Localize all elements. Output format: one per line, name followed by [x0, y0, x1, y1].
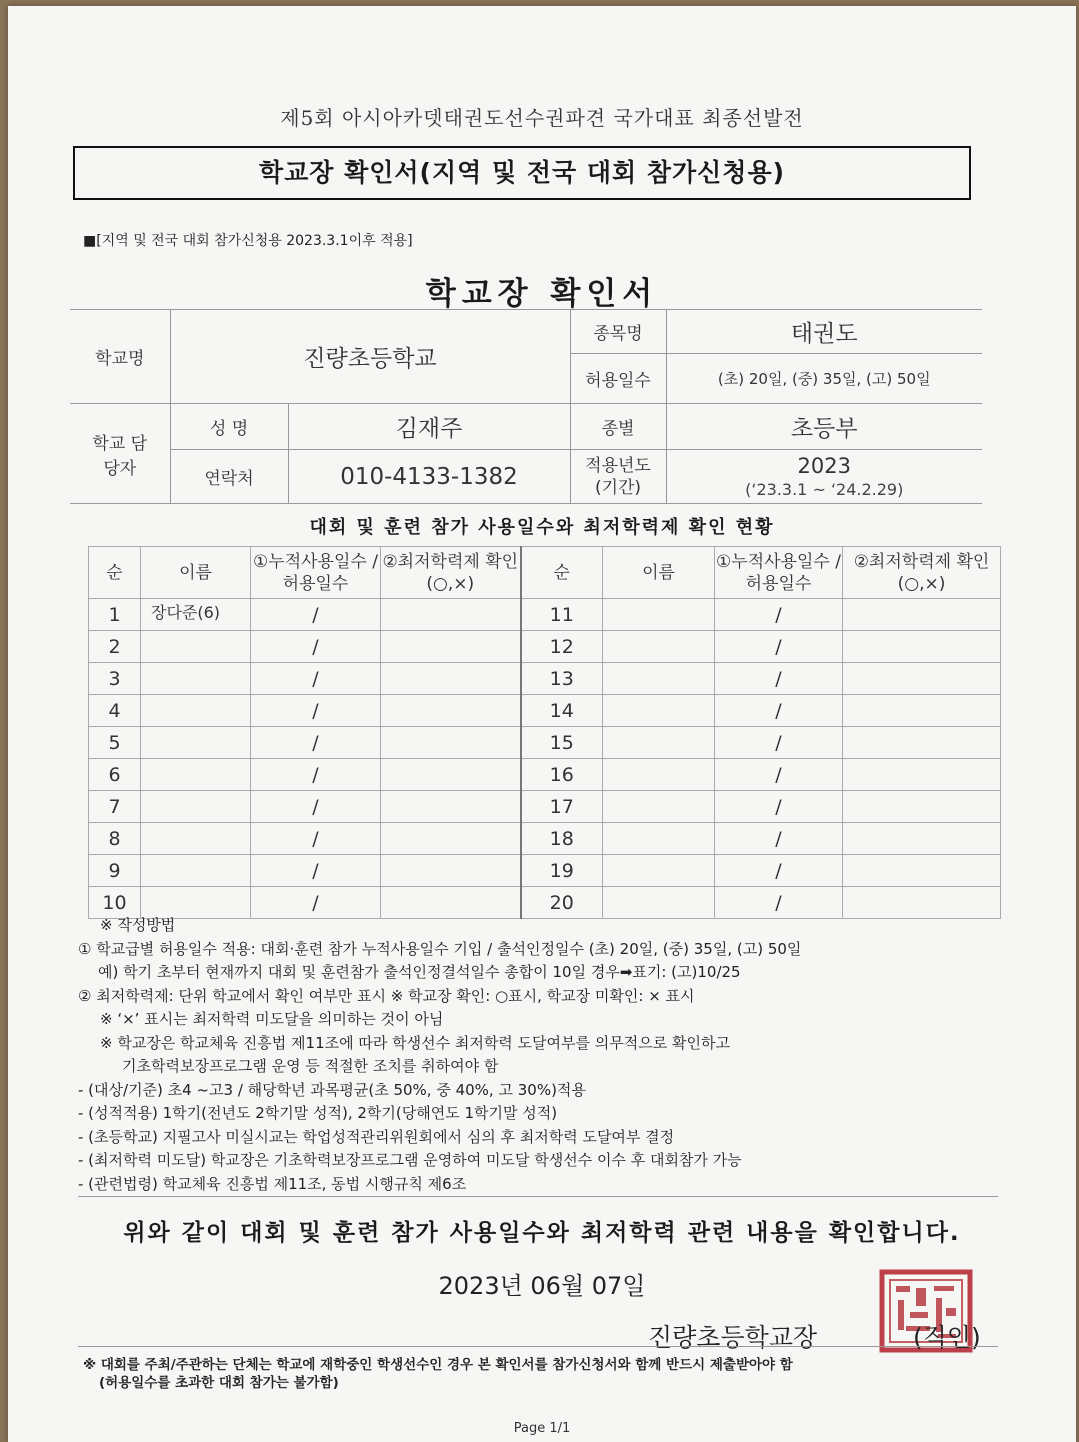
minimum-cell	[843, 599, 1001, 631]
student-name	[603, 695, 715, 727]
usage-title: 대회 및 훈련 참가 사용일수와 최저학력제 확인 현황	[309, 517, 775, 538]
instruction-line: - (관련법령) 학교체육 진흥법 제11조, 동법 시행규칙 제6조	[78, 1174, 467, 1193]
student-name: 장다준(6)	[141, 599, 251, 631]
row-number: 3	[89, 663, 141, 695]
days-cell: /	[251, 855, 381, 887]
table-row	[89, 663, 1001, 695]
school-name: 진량초등학교	[170, 310, 570, 404]
instruction-line: ② 최저학력제: 단위 학교에서 확인 여부만 표시 ※ 학교장 확인: ○표시, 학교장 미확인: × 표시	[78, 986, 695, 1005]
minimum-cell	[843, 727, 1001, 759]
row-number: 4	[89, 695, 141, 727]
student-name	[603, 727, 715, 759]
row-number: 13	[521, 663, 603, 695]
days-cell: /	[715, 599, 843, 631]
student-name	[141, 823, 251, 855]
row-number: 11	[521, 599, 603, 631]
allowed-days-label: 허용일수	[570, 354, 666, 404]
usage-table	[88, 546, 1000, 919]
minimum-cell	[843, 823, 1001, 855]
year-value: 2023	[797, 453, 851, 478]
days-cell: /	[251, 823, 381, 855]
divider	[78, 1196, 998, 1197]
student-name	[141, 695, 251, 727]
days-cell: /	[715, 631, 843, 663]
minimum-cell	[381, 759, 521, 791]
contact-label: 연락처	[170, 450, 288, 504]
confirmation-statement: 위와 같이 대회 및 훈련 참가 사용일수와 최저학력 관련 내용을 확인합니다.	[123, 1220, 961, 1246]
document-date: 2023년 06월 07일	[438, 1272, 646, 1300]
sport-value: 태권도	[666, 310, 982, 354]
col-name-right: 이름	[603, 547, 715, 599]
days-cell: /	[715, 823, 843, 855]
minimum-cell	[381, 727, 521, 759]
table-row	[89, 791, 1001, 823]
row-number: 20	[521, 887, 603, 919]
days-cell: /	[715, 791, 843, 823]
table-row	[89, 599, 1001, 631]
student-name	[603, 791, 715, 823]
period-value: (‘23.3.1 ~ ‘24.2.29)	[745, 479, 904, 499]
footnote-line: ※ 대회를 주최/주관하는 단체는 학교에 재학중인 학생선수인 경우 본 확인서를 참가신청서와 함께 반드시 제출받아야 함	[83, 1357, 793, 1373]
instructions	[78, 914, 998, 1196]
days-cell: /	[715, 759, 843, 791]
footnote-line: (허용일수를 초과한 대회 참가는 불가함)	[99, 1375, 339, 1391]
instruction-line: 기초학력보장프로그램 운영 등 적절한 조치를 취하여야 함	[122, 1057, 499, 1075]
instructions-title: ※ 작성방법	[100, 916, 176, 934]
days-cell: /	[715, 727, 843, 759]
student-name	[141, 855, 251, 887]
table-row	[89, 759, 1001, 791]
days-cell: /	[251, 599, 381, 631]
minimum-cell	[843, 631, 1001, 663]
minimum-cell	[381, 631, 521, 663]
student-name	[141, 759, 251, 791]
instruction-line: 예) 학기 초부터 현재까지 대회 및 훈련참가 출석인정결석일수 총합이 10일 경우➡표기: (고)10/25	[98, 963, 741, 981]
table-row	[89, 855, 1001, 887]
minimum-cell	[381, 823, 521, 855]
minimum-cell	[381, 663, 521, 695]
seal-label: (직인)	[913, 1323, 981, 1352]
instruction-line: ① 학교급별 허용일수 적용: 대회·훈련 참가 누적사용일수 기입 / 출석인정일수 (초) 20일, (중) 35일, (고) 50일	[78, 939, 802, 958]
minimum-cell	[843, 663, 1001, 695]
student-name	[141, 663, 251, 695]
instruction-line: - (대상/기준) 초4 ~고3 / 해당학년 과목평균(초 50%, 중 40%, 고 30%)적용	[78, 1080, 586, 1099]
student-name	[141, 631, 251, 663]
minimum-cell	[843, 695, 1001, 727]
instruction-line: - (최저학력 미도달) 학교장은 기초학력보장프로그램 운영하여 미도달 학생선수 이수 후 대회참가 가능	[78, 1151, 742, 1169]
table-row	[89, 695, 1001, 727]
minimum-cell	[381, 855, 521, 887]
division-value: 초등부	[666, 404, 982, 450]
form-title-box: 학교장 확인서(지역 및 전국 대회 참가신청용)	[73, 146, 971, 200]
student-name	[603, 855, 715, 887]
days-cell: /	[715, 855, 843, 887]
row-number: 8	[89, 823, 141, 855]
row-number: 2	[89, 631, 141, 663]
days-cell: /	[715, 695, 843, 727]
days-cell: /	[715, 663, 843, 695]
row-number: 1	[89, 599, 141, 631]
staff-name: 김재주	[288, 404, 570, 450]
days-cell: /	[251, 727, 381, 759]
col-minimum-right: ②최저학력제 확인(○,×)	[843, 547, 1001, 599]
row-number: 5	[89, 727, 141, 759]
col-no-right: 순	[521, 547, 603, 599]
page-number: Page 1/1	[513, 1421, 571, 1436]
minimum-cell	[843, 759, 1001, 791]
table-row	[89, 631, 1001, 663]
row-number: 6	[89, 759, 141, 791]
row-number: 12	[521, 631, 603, 663]
col-no-left: 순	[89, 547, 141, 599]
col-name-left: 이름	[141, 547, 251, 599]
student-name	[141, 727, 251, 759]
footnote	[83, 1356, 1003, 1392]
divider	[78, 1346, 998, 1347]
student-name	[603, 631, 715, 663]
document-paper	[8, 6, 1076, 1442]
instruction-line: ※ ‘×’ 표시는 최저학력 미도달을 의미하는 것이 아님	[100, 1010, 444, 1028]
contact-value: 010-4133-1382	[288, 450, 570, 504]
row-number: 9	[89, 855, 141, 887]
division-label: 종별	[570, 404, 666, 450]
minimum-cell	[381, 695, 521, 727]
days-cell: /	[251, 695, 381, 727]
sport-label: 종목명	[570, 310, 666, 354]
col-minimum-left: ②최저학력제 확인(○,×)	[381, 547, 521, 599]
allowed-days-value: (초) 20일, (중) 35일, (고) 50일	[666, 354, 982, 404]
row-number: 18	[521, 823, 603, 855]
days-cell: /	[251, 791, 381, 823]
row-number: 17	[521, 791, 603, 823]
col-days-right: ①누적사용일수 /허용일수	[715, 547, 843, 599]
info-table	[70, 309, 982, 504]
student-name	[603, 663, 715, 695]
student-name	[603, 759, 715, 791]
minimum-cell	[843, 855, 1001, 887]
principal-name: 진량초등학교장	[648, 1323, 818, 1352]
instruction-line: - (초등학교) 지필고사 미실시교는 학업성적관리위원회에서 심의 후 최저학력 도달여부 결정	[78, 1127, 675, 1146]
row-number: 19	[521, 855, 603, 887]
instruction-line: ※ 학교장은 학교체육 진흥법 제11조에 따라 학생선수 최저학력 도달여부를 의무적으로 확인하고	[100, 1033, 730, 1052]
days-cell: /	[251, 663, 381, 695]
student-name	[603, 823, 715, 855]
apply-note: ■[지역 및 전국 대회 참가신청용 2023.3.1이후 적용]	[83, 233, 413, 249]
table-row	[89, 823, 1001, 855]
student-name	[603, 599, 715, 631]
days-cell: /	[251, 887, 381, 919]
table-row	[89, 727, 1001, 759]
row-number: 10	[89, 887, 141, 919]
days-cell: /	[251, 631, 381, 663]
year-label: 적용년도 (기간)	[570, 450, 666, 504]
days-cell: /	[251, 759, 381, 791]
col-days-left: ①누적사용일수 /허용일수	[251, 547, 381, 599]
row-number: 16	[521, 759, 603, 791]
staff-label: 학교 담당자	[70, 404, 170, 504]
minimum-cell	[381, 791, 521, 823]
row-number: 14	[521, 695, 603, 727]
instruction-line: - (성적적용) 1학기(전년도 2학기말 성적), 2학기(당해연도 1학기말 성적)	[78, 1104, 558, 1122]
year-cell	[666, 450, 982, 504]
document-title: 학교장 확인서	[425, 276, 659, 312]
minimum-cell	[381, 599, 521, 631]
school-label: 학교명	[70, 310, 170, 404]
days-cell: /	[715, 887, 843, 919]
name-label: 성 명	[170, 404, 288, 450]
event-title: 제5회 아시아카뎃태권도선수권파견 국가대표 최종선발전	[280, 106, 804, 130]
row-number: 15	[521, 727, 603, 759]
minimum-cell	[843, 791, 1001, 823]
student-name	[141, 791, 251, 823]
row-number: 7	[89, 791, 141, 823]
